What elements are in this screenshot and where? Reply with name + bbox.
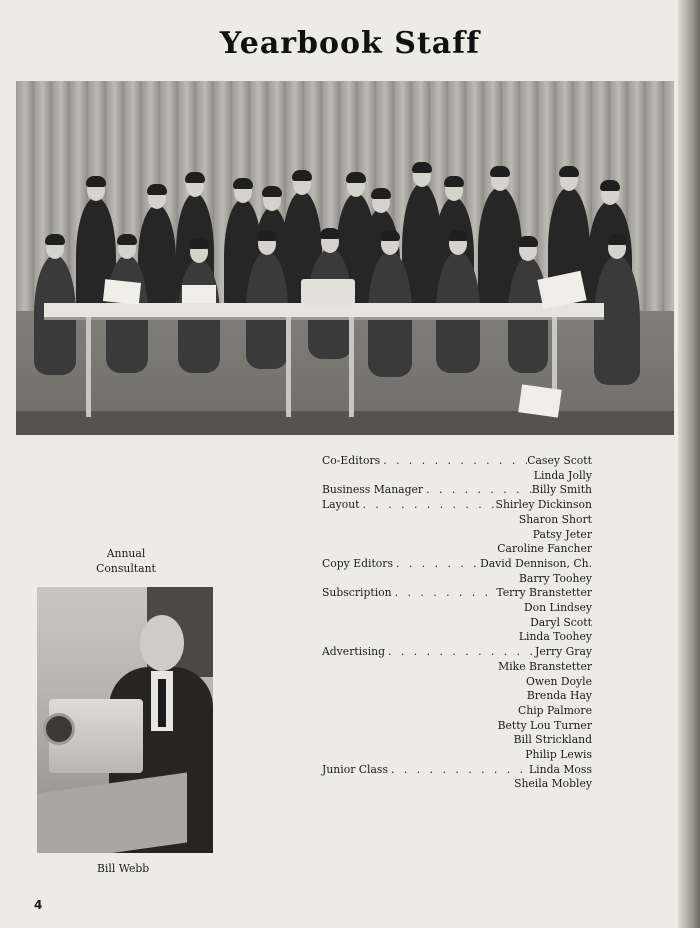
leader-dots bbox=[388, 763, 529, 778]
person-hair bbox=[346, 172, 366, 183]
leader-dots bbox=[393, 557, 480, 572]
staff-name: Shirley Dickinson bbox=[495, 498, 592, 512]
floor bbox=[16, 411, 674, 435]
leader-dots bbox=[360, 498, 496, 513]
person-silhouette bbox=[594, 255, 640, 385]
staff-row bbox=[322, 454, 592, 469]
table-leg bbox=[349, 317, 354, 417]
staff-row bbox=[322, 483, 592, 498]
staff-row bbox=[322, 528, 592, 543]
staff-name: David Dennison, Ch. bbox=[480, 556, 592, 570]
staff-name: Jerry Gray bbox=[535, 645, 592, 659]
staff-row bbox=[322, 777, 592, 792]
staff-row bbox=[322, 675, 592, 690]
box-on-floor bbox=[518, 384, 562, 417]
person-hair bbox=[448, 230, 468, 241]
person-hair bbox=[320, 228, 340, 239]
staff-row bbox=[322, 630, 592, 645]
person-hair bbox=[380, 230, 400, 241]
consultant-label-line1: Annual bbox=[106, 547, 146, 560]
staff-name: Patsy Jeter bbox=[532, 527, 592, 541]
staff-row bbox=[322, 498, 592, 513]
staff-name: Linda Jolly bbox=[533, 468, 592, 482]
group-photo bbox=[16, 81, 674, 435]
leader-dots bbox=[380, 454, 527, 469]
portrait-caption: Bill Webb bbox=[97, 862, 150, 875]
staff-name: Chip Palmore bbox=[518, 703, 592, 717]
staff-name: Caroline Fancher bbox=[497, 542, 592, 556]
person-hair bbox=[600, 180, 620, 191]
staff-name: Barry Toohey bbox=[518, 571, 592, 585]
staff-name: Linda Toohey bbox=[518, 630, 592, 644]
staff-name: Billy Smith bbox=[531, 483, 592, 497]
paper-sheet bbox=[182, 285, 216, 303]
staff-list bbox=[322, 454, 592, 792]
portrait-head bbox=[140, 615, 184, 671]
person-hair bbox=[412, 162, 432, 173]
staff-name: Bill Strickland bbox=[513, 733, 592, 747]
projector-lens bbox=[43, 713, 75, 745]
staff-name: Brenda Hay bbox=[526, 689, 592, 703]
person-hair bbox=[559, 166, 579, 177]
staff-role: Copy Editors bbox=[322, 556, 393, 570]
staff-row bbox=[322, 689, 592, 704]
consultant-portrait bbox=[37, 587, 213, 853]
page-title: Yearbook Staff bbox=[219, 26, 481, 61]
typewriter bbox=[301, 279, 355, 305]
staff-name: Owen Doyle bbox=[526, 674, 592, 688]
staff-row bbox=[322, 601, 592, 616]
staff-row bbox=[322, 469, 592, 484]
person-hair bbox=[233, 178, 253, 189]
staff-name: Don Lindsey bbox=[523, 601, 592, 615]
staff-role: Subscription bbox=[322, 586, 392, 600]
staff-name: Mike Branstetter bbox=[498, 659, 592, 673]
person-hair bbox=[185, 172, 205, 183]
consultant-label bbox=[80, 546, 172, 576]
leader-dots bbox=[385, 645, 535, 660]
leader-dots bbox=[392, 586, 497, 601]
person-hair bbox=[262, 186, 282, 197]
page-edge-shadow bbox=[678, 0, 700, 928]
staff-role: Layout bbox=[322, 498, 360, 512]
staff-row bbox=[322, 616, 592, 631]
staff-name: Casey Scott bbox=[527, 454, 592, 467]
person-hair bbox=[117, 234, 137, 245]
staff-name: Sharon Short bbox=[518, 512, 592, 526]
paper-sheet bbox=[103, 279, 141, 305]
person-hair bbox=[444, 176, 464, 187]
staff-role: Advertising bbox=[322, 645, 386, 659]
person-hair bbox=[257, 230, 277, 241]
staff-row bbox=[322, 733, 592, 748]
staff-row bbox=[322, 557, 592, 572]
photo-table bbox=[44, 303, 604, 320]
person-hair bbox=[45, 234, 65, 245]
staff-row bbox=[322, 748, 592, 763]
staff-row bbox=[322, 660, 592, 675]
staff-role: Co-Editors bbox=[322, 454, 381, 467]
portrait-tie bbox=[158, 679, 166, 727]
staff-name: Linda Moss bbox=[529, 762, 592, 776]
staff-role: Junior Class bbox=[322, 762, 389, 776]
staff-role: Business Manager bbox=[322, 483, 424, 497]
person-hair bbox=[189, 238, 209, 249]
staff-name: Betty Lou Turner bbox=[497, 718, 592, 732]
portrait-desk bbox=[37, 772, 187, 853]
consultant-label-line2: Consultant bbox=[96, 562, 156, 575]
staff-row bbox=[322, 645, 592, 660]
staff-name: Terry Branstetter bbox=[496, 586, 592, 600]
staff-name: Daryl Scott bbox=[530, 615, 592, 629]
staff-row bbox=[322, 513, 592, 528]
staff-row bbox=[322, 572, 592, 587]
person-hair bbox=[86, 176, 106, 187]
staff-name: Philip Lewis bbox=[525, 748, 592, 762]
staff-row bbox=[322, 719, 592, 734]
table-leg bbox=[86, 317, 91, 417]
person-hair bbox=[518, 236, 538, 247]
table-leg bbox=[286, 317, 291, 417]
staff-row bbox=[322, 542, 592, 557]
staff-row bbox=[322, 763, 592, 778]
person-hair bbox=[607, 234, 627, 245]
person-hair bbox=[371, 188, 391, 199]
staff-row bbox=[322, 586, 592, 601]
page-number: 4 bbox=[34, 898, 43, 912]
person-hair bbox=[490, 166, 510, 177]
staff-row bbox=[322, 704, 592, 719]
leader-dots bbox=[423, 483, 532, 498]
staff-name: Sheila Mobley bbox=[514, 777, 592, 791]
person-hair bbox=[147, 184, 167, 195]
person-hair bbox=[292, 170, 312, 181]
